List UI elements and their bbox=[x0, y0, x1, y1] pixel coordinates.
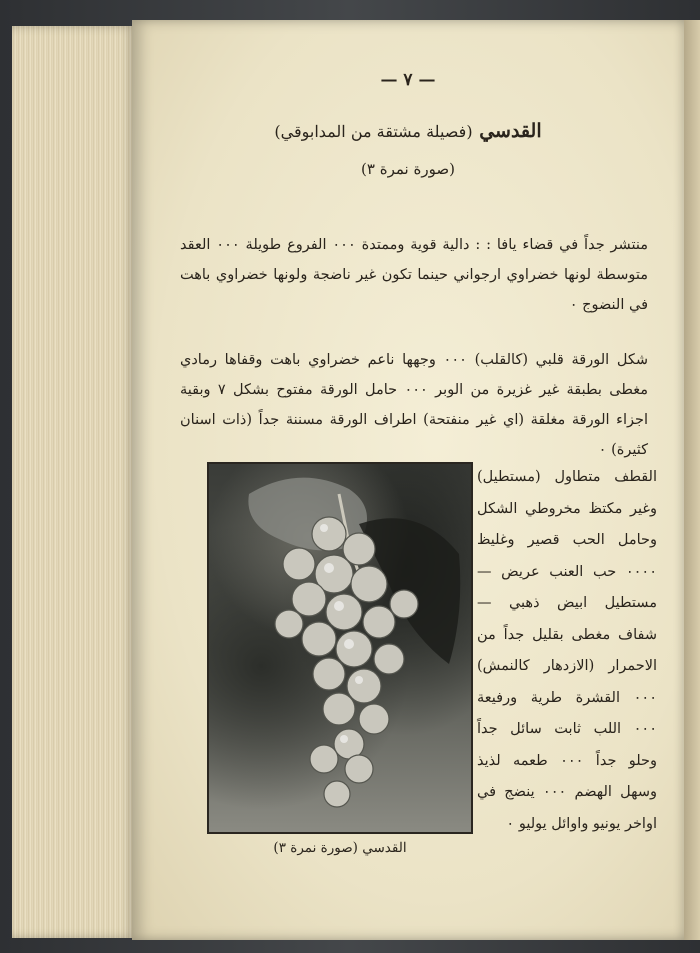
paragraph-leaf: شكل الورقة قلبي (كالقلب) ٠٠٠ وجهها ناعم خضراوي باهت وقفاها رمادي مغطى بطبقة غير غزيرة من الوبر ٠٠٠ حامل الورقة مفتوح بشكل ٧ وبقية اجزاء الورقة مغلقة (اي غير منفتحة) اطراف الورقة مسننة جداً (ذات اسنان كثيرة) ٠ bbox=[180, 352, 648, 458]
page-number: — ٧ — bbox=[380, 70, 436, 90]
paragraph-cluster: القطف متطاول (مستطيل) وغير مكتظ مخروطي الشكل وحامل الحب قصير وغليظ ٠٠٠٠ حب العنب عريض — مستطيل ابيض ذهبي — شفاف مغطى بقليل جداً من الاحمرار (الازدهار كالنمش) ٠٠٠ القشرة طرية ورفيعة ٠٠٠ اللب ثابت سائل جداً وحلو جداً ٠٠٠ طعمه لذيذ وسهل الهضم ٠٠٠ ينضج في اواخر يونيو واوائل يوليو ٠ bbox=[477, 469, 658, 832]
photo-caption: القدسي (صورة نمرة ٣) bbox=[273, 840, 407, 856]
section-title bbox=[132, 120, 684, 142]
grape-cluster-photo bbox=[207, 462, 473, 834]
next-page-edge bbox=[684, 20, 700, 940]
paragraph-distribution: منتشر جداً في قضاء يافا : : دالية قوية وممتدة ٠٠٠ الفروع طويلة ٠٠٠ العقد متوسطة لونها خضراوي ارجواني حينما تكون غير ناضجة ولونها خضراوي باهت في النضوج ٠ bbox=[180, 237, 649, 313]
book-page bbox=[132, 20, 684, 940]
title-subheading: (فصيلة مشتقة من المدابوقي) bbox=[274, 122, 473, 141]
figure-reference: (صورة نمرة ٣) bbox=[361, 160, 455, 178]
grape-cluster-illustration bbox=[209, 464, 471, 832]
title-main: القدسي bbox=[479, 120, 542, 142]
book-page-edges bbox=[12, 26, 136, 938]
